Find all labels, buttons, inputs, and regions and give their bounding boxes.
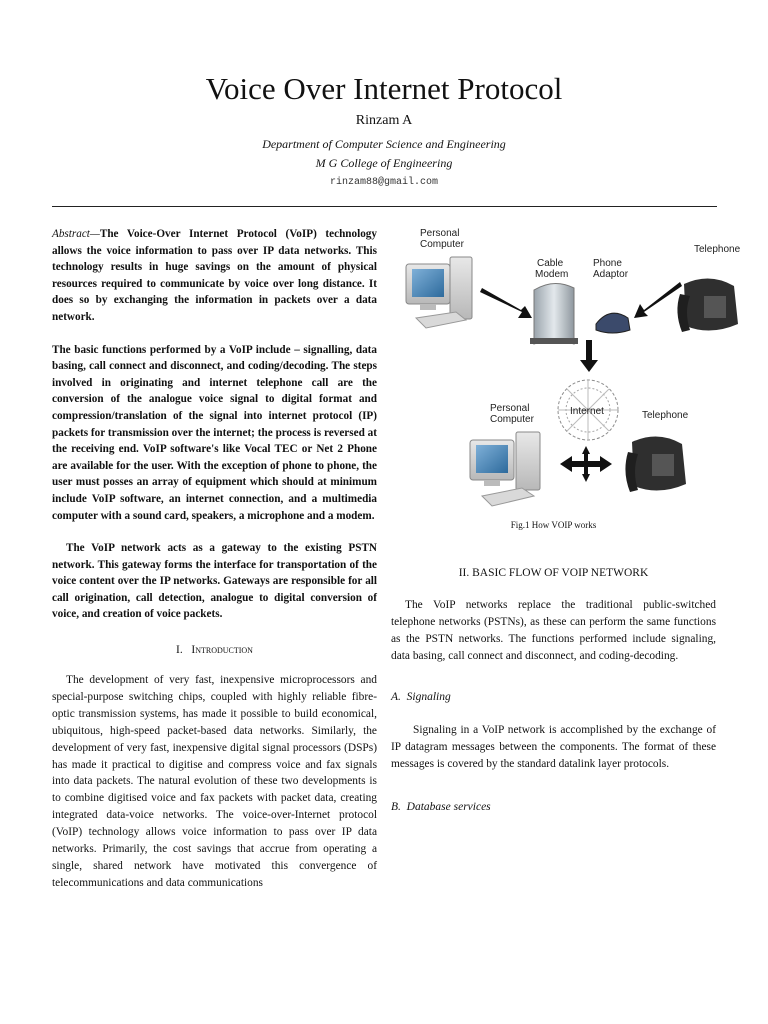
section2-paragraph: The VoIP networks replace the traditional public-switched telephone networks (PSTNs), as these can perform the same functions as the PSTN networks. The functions performed include signaling, data basing, call connect and disconnect, and coding-decoding. xyxy=(391,599,716,662)
label-adaptor-b: Adaptor xyxy=(593,269,629,280)
abstract-lead: Abstract— xyxy=(52,228,100,240)
label-internet: Internet xyxy=(570,406,604,417)
author-name: Rinzam A xyxy=(355,113,413,128)
voip-diagram xyxy=(404,220,742,510)
subsection-a-paragraph: Signaling in a VoIP network is accomplished by the exchange of IP datagram messages between the components. The format of these messages is covered by the standard datalink layer protocols. xyxy=(391,724,716,770)
voip-figure xyxy=(404,220,742,510)
author-email: rinzam88@gmail.com xyxy=(329,177,439,188)
abstract-para-2: The basic functions performed by a VoIP include – signalling, data basing, call connect and disconnect, and coding/decoding. The steps involved in originating and internet telephone call are the conversion of the analogue voice signal to digital format and compression/translation of the signal into internet protocol (IP) packets for transmission over the internet; the process is reversed at the receiving end. VoIP software's like Vocal TEC or Net 2 Phone are available for the user. With the exception of phone to phone, the user must posses an array of equipment which should at minimum include VoIP software, an internet connection, and a multimedia computer with a sound card, speakers, a microphone and a modem. xyxy=(52,343,377,522)
section-heading-basic-flow: II. BASIC FLOW OF VOIP NETWORK xyxy=(458,567,649,579)
introduction-text xyxy=(52,672,377,892)
department: Department of Computer Science and Engineering xyxy=(262,137,506,151)
paper-title: Voice Over Internet Protocol xyxy=(205,71,563,106)
arrow-icon xyxy=(634,282,682,318)
subsection-b-heading xyxy=(391,801,491,813)
telephone-icon xyxy=(625,436,686,492)
abstract xyxy=(52,226,377,623)
four-way-arrow-icon xyxy=(560,446,612,482)
arrow-icon xyxy=(480,288,532,318)
label-pc1-a: Personal xyxy=(420,228,460,239)
label-adaptor-a: Phone xyxy=(593,258,622,269)
introduction-paragraph: The development of very fast, inexpensive microprocessors and special-purpose switching chips, coupled with highly reliable fibre-optic transmission systems, has made it possible to build economical, ubiquitous, high-speed packet-based data networks. Similarly, the development of very fast, inexpensive digital signal processors (DSPs) has made it practical to digitise and compress voice and fax signals into data packets. The natural evolution of these two developments is to combine digitised voice and fax packets with packet data, creating integrated data-voice networks. The voice-over-Internet protocol (VoIP) technology allows voice information to pass over IP data networks. Primarily, the cost savings that accrue from operating a single, shared network have motivated this convergence of telecommunications and data communications xyxy=(52,674,377,889)
label-telephone-2: Telephone xyxy=(642,410,689,421)
section-number: I. xyxy=(176,644,183,656)
telephone-icon xyxy=(677,278,738,332)
subsection-b-title: Database services xyxy=(406,801,491,813)
personal-computer-icon xyxy=(470,432,540,506)
subsection-a-heading xyxy=(391,691,451,703)
cable-modem-icon xyxy=(530,283,578,344)
label-modem-b: Modem xyxy=(535,269,569,280)
arrow-down-icon xyxy=(580,340,598,372)
subsection-a-text xyxy=(391,722,716,773)
section-title: Introduction xyxy=(191,644,253,656)
subsection-a-label: A. xyxy=(391,691,401,703)
personal-computer-icon xyxy=(406,257,472,328)
abstract-para-3: The VoIP network acts as a gateway to the existing PSTN network. This gateway forms the interface for transportation of the voice content over the IP networks. Gateways are responsible for all call origination, call detection, analogue to digital conversion of voice, and creation of voice packets. xyxy=(52,542,377,621)
abstract-text-1: The Voice-Over Internet Protocol (VoIP) technology allows the voice information to pass over IP data networks. This technology results in huge savings on the amount of physical resources required to communicate by voice over long distance. It does so by exchanging the information in packets over a data network. xyxy=(52,228,377,323)
subsection-a-title: Signaling xyxy=(406,691,451,703)
subsection-b-label: B. xyxy=(391,801,401,813)
label-telephone-1: Telephone xyxy=(694,244,741,255)
section-heading-introduction xyxy=(52,644,377,656)
section2-text xyxy=(391,597,716,665)
phone-adaptor-icon xyxy=(596,313,630,333)
abstract-para-1 xyxy=(52,226,377,326)
college: M G College of Engineering xyxy=(315,156,453,170)
header-rule xyxy=(52,206,717,207)
label-pc1-b: Computer xyxy=(420,239,464,250)
figure-caption: Fig.1 How VOIP works xyxy=(510,520,597,530)
label-pc2-a: Personal xyxy=(490,403,530,414)
label-pc2-b: Computer xyxy=(490,414,534,425)
label-modem-a: Cable xyxy=(537,258,564,269)
